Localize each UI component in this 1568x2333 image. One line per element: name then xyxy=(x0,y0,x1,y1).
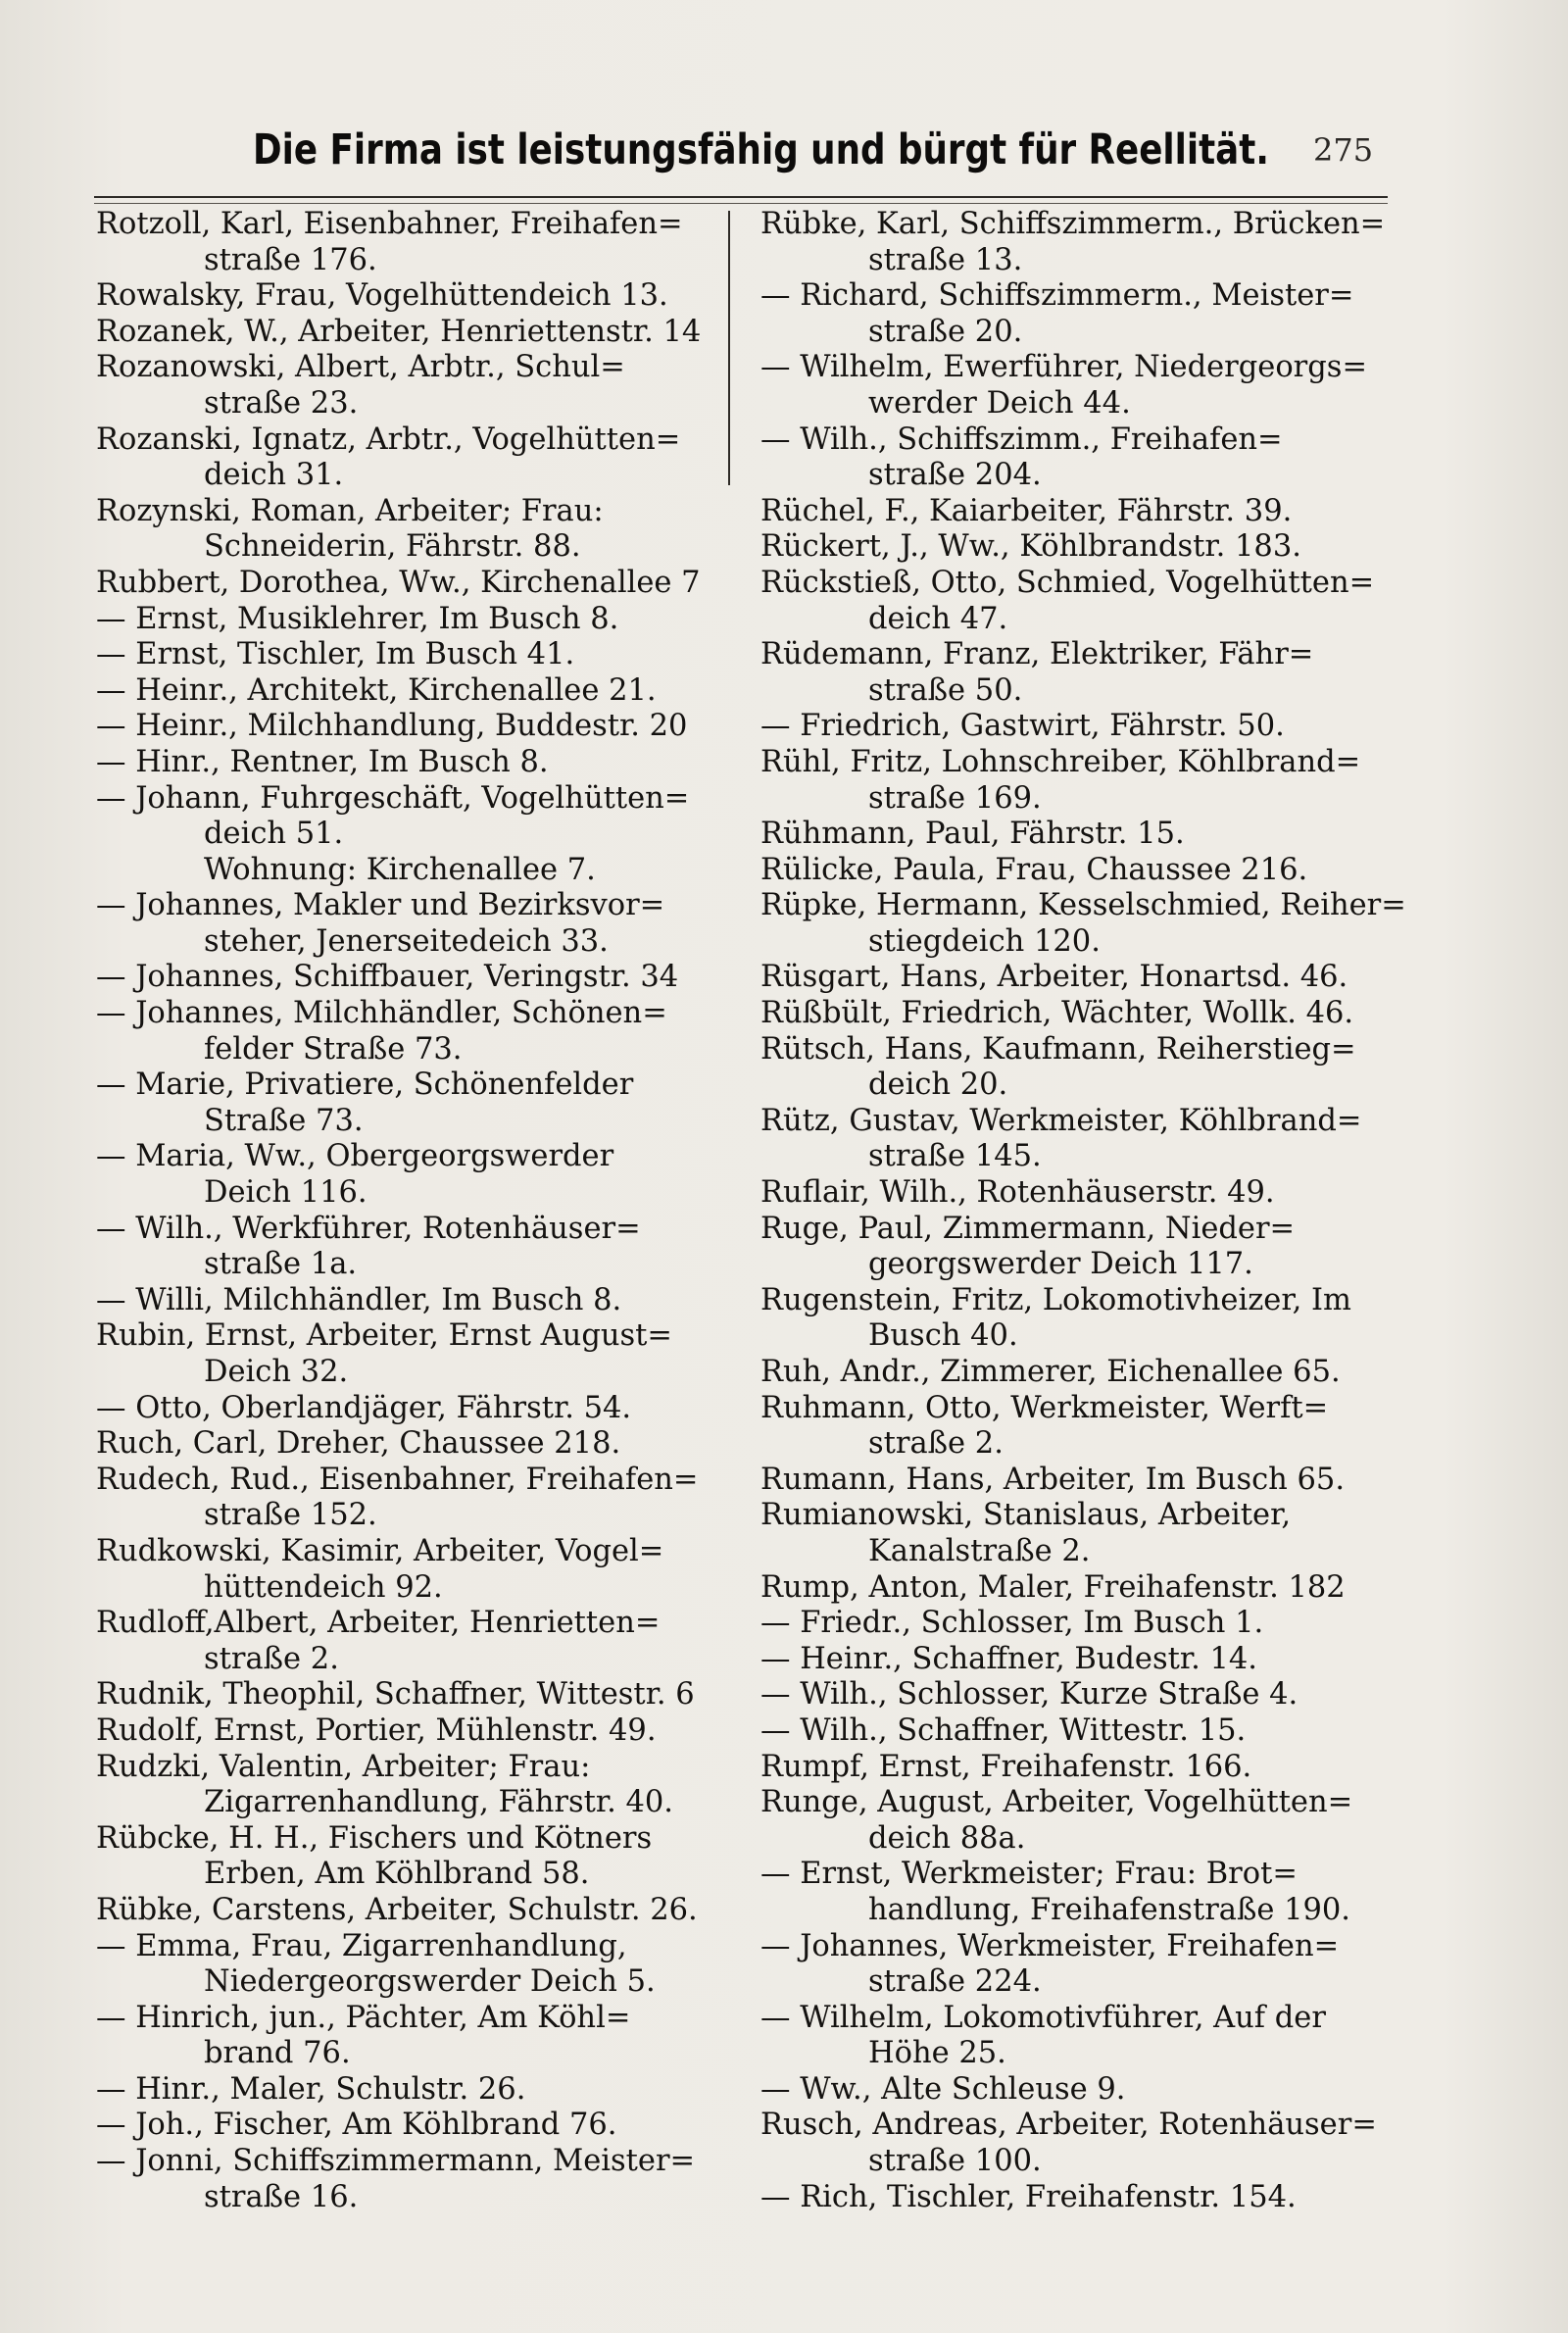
directory-entry-line: — Ernst, Tischler, Im Busch 41. xyxy=(96,637,575,672)
directory-entry-line: Rudloff,Albert, Arbeiter, Henrietten= xyxy=(96,1606,661,1641)
entry-continuation-line: deich 51. xyxy=(204,817,344,852)
directory-entry-line: Rozanski, Ignatz, Arbtr., Vogelhütten= xyxy=(96,422,681,457)
directory-entry-line: Rudkowski, Kasimir, Arbeiter, Vogel= xyxy=(96,1533,664,1568)
directory-entry-line: — Hinrich, jun., Pächter, Am Köhl= xyxy=(96,2000,631,2035)
entry-continuation-line: straße 204. xyxy=(868,458,1042,493)
header-rule xyxy=(94,196,1388,198)
directory-entry-line: Ruch, Carl, Dreher, Chaussee 218. xyxy=(96,1426,621,1462)
entry-continuation-line: Niedergeorgswerder Deich 5. xyxy=(204,1964,656,2000)
directory-entry-line: Rozynski, Roman, Arbeiter; Frau: xyxy=(96,493,604,528)
directory-entry-line: — Richard, Schiffszimmerm., Meister= xyxy=(760,278,1354,314)
directory-entry-line: Rotzoll, Karl, Eisenbahner, Freihafen= xyxy=(96,207,683,241)
directory-entry-line: Ruge, Paul, Zimmermann, Nieder= xyxy=(760,1211,1296,1246)
header-rule-thin xyxy=(94,203,1388,204)
entry-continuation-line: Busch 40. xyxy=(868,1318,1018,1354)
directory-entry-line: — Ernst, Werkmeister; Frau: Brot= xyxy=(760,1857,1298,1892)
directory-entry-line: — Rich, Tischler, Freihafenstr. 154. xyxy=(760,2179,1297,2214)
entry-continuation-line: Höhe 25. xyxy=(868,2036,1006,2071)
entry-continuation-line: straße 23. xyxy=(204,385,359,421)
page-number: 275 xyxy=(1313,131,1374,169)
directory-entry-line: Rubin, Ernst, Arbeiter, Ernst August= xyxy=(96,1318,672,1354)
entry-continuation-line: straße 176. xyxy=(204,242,377,277)
directory-entry-line: Rozanek, W., Arbeiter, Henriettenstr. 14 xyxy=(96,314,702,349)
directory-entry-line: — Hinr., Maler, Schulstr. 26. xyxy=(96,2071,526,2107)
entry-continuation-line: deich 31. xyxy=(204,458,344,493)
entry-continuation-line: Schneiderin, Fährstr. 88. xyxy=(204,529,581,565)
entry-continuation-line: Wohnung: Kirchenallee 7. xyxy=(204,852,596,887)
entry-continuation-line: straße 16. xyxy=(204,2179,359,2214)
directory-entry-line: Ruhmann, Otto, Werkmeister, Werft= xyxy=(760,1390,1329,1425)
directory-entry-line: Rüdemann, Franz, Elektriker, Fähr= xyxy=(760,637,1314,672)
entry-continuation-line: werder Deich 44. xyxy=(868,385,1131,421)
entry-continuation-line: deich 88a. xyxy=(868,1820,1026,1856)
entry-continuation-line: stiegdeich 120. xyxy=(868,923,1101,959)
directory-entry-line: — Johannes, Makler und Bezirksvor= xyxy=(96,888,665,923)
entry-continuation-line: Kanalstraße 2. xyxy=(868,1533,1091,1568)
entry-continuation-line: handlung, Freihafenstraße 190. xyxy=(868,1892,1351,1927)
directory-entry-line: Rudolf, Ernst, Portier, Mühlenstr. 49. xyxy=(96,1713,657,1748)
directory-entry-line: Rüpke, Hermann, Kesselschmied, Reiher= xyxy=(760,888,1406,923)
directory-entry-line: — Heinr., Architekt, Kirchenallee 21. xyxy=(96,672,657,708)
directory-entry-line: — Jonni, Schiffszimmermann, Meister= xyxy=(96,2144,696,2179)
directory-entry-line: Rückert, J., Ww., Köhlbrandstr. 183. xyxy=(760,529,1301,565)
directory-entry-line: — Wilh., Schaffner, Wittestr. 15. xyxy=(760,1713,1247,1748)
directory-entry-line: Rusch, Andreas, Arbeiter, Rotenhäuser= xyxy=(760,2108,1377,2143)
directory-entry-line: Rozanowski, Albert, Arbtr., Schul= xyxy=(96,350,625,385)
entry-continuation-line: straße 1a. xyxy=(204,1247,358,1282)
entry-continuation-line: straße 152. xyxy=(204,1498,377,1533)
directory-entry-line: — Johannes, Schiffbauer, Veringstr. 34 xyxy=(96,960,679,995)
directory-entry-line: — Joh., Fischer, Am Köhlbrand 76. xyxy=(96,2108,617,2143)
directory-entry-line: — Friedr., Schlosser, Im Busch 1. xyxy=(760,1606,1264,1641)
directory-entry-line: Rudzki, Valentin, Arbeiter; Frau: xyxy=(96,1749,591,1784)
directory-entry-line: Rumianowski, Stanislaus, Arbeiter, xyxy=(760,1498,1292,1533)
entry-continuation-line: straße 169. xyxy=(868,780,1042,816)
left-column xyxy=(96,207,733,2215)
entry-continuation-line: straße 145. xyxy=(868,1139,1042,1174)
page-header: Die Firma ist leistungsfähig und bürgt für Reellität. xyxy=(253,125,1269,174)
directory-entry-line: — Friedrich, Gastwirt, Fährstr. 50. xyxy=(760,709,1285,744)
directory-entry-line: — Otto, Oberlandjäger, Fährstr. 54. xyxy=(96,1390,632,1425)
directory-entry-line: Rumann, Hans, Arbeiter, Im Busch 65. xyxy=(760,1462,1346,1497)
directory-entry-line: — Johann, Fuhrgeschäft, Vogelhütten= xyxy=(96,780,690,816)
directory-entry-line: Rütz, Gustav, Werkmeister, Köhlbrand= xyxy=(760,1103,1362,1138)
directory-entry-line: — Emma, Frau, Zigarrenhandlung, xyxy=(96,1928,627,1963)
directory-entry-line: Rumpf, Ernst, Freihafenstr. 166. xyxy=(760,1749,1252,1784)
directory-entry-line: Rülicke, Paula, Frau, Chaussee 216. xyxy=(760,852,1308,887)
directory-entry-line: Rübke, Karl, Schiffszimmerm., Brücken= xyxy=(760,207,1386,241)
directory-entry-line: Rühl, Fritz, Lohnschreiber, Köhlbrand= xyxy=(760,744,1361,779)
directory-entry-line: Rühmann, Paul, Fährstr. 15. xyxy=(760,817,1185,852)
directory-entry-line: Rübcke, H. H., Fischers und Kötners xyxy=(96,1820,653,1856)
directory-entry-line: — Ernst, Musiklehrer, Im Busch 8. xyxy=(96,601,619,636)
directory-entry-line: — Marie, Privatiere, Schönenfelder xyxy=(96,1067,634,1103)
directory-entry-line: — Wilh., Schlosser, Kurze Straße 4. xyxy=(760,1677,1298,1713)
entry-continuation-line: straße 100. xyxy=(868,2144,1042,2179)
directory-entry-line: Runge, August, Arbeiter, Vogelhütten= xyxy=(760,1785,1353,1820)
entry-continuation-line: Deich 116. xyxy=(204,1175,368,1211)
directory-entry-line: Rugenstein, Fritz, Lokomotivheizer, Im xyxy=(760,1282,1351,1317)
directory-entry-line: Rückstieß, Otto, Schmied, Vogelhütten= xyxy=(760,565,1375,600)
directory-entry-line: — Hinr., Rentner, Im Busch 8. xyxy=(96,744,549,779)
directory-entry-line: — Heinr., Schaffner, Budestr. 14. xyxy=(760,1641,1258,1676)
directory-entry-line: Rudnik, Theophil, Schaffner, Wittestr. 6 xyxy=(96,1677,695,1713)
directory-entry-line: Rüchel, F., Kaiarbeiter, Fährstr. 39. xyxy=(760,493,1293,528)
directory-entry-line: Rüßbült, Friedrich, Wächter, Wollk. 46. xyxy=(760,996,1354,1031)
directory-entry-line: Rübke, Carstens, Arbeiter, Schulstr. 26. xyxy=(96,1892,698,1927)
directory-entry-line: — Willi, Milchhändler, Im Busch 8. xyxy=(96,1282,622,1317)
entry-continuation-line: Zigarrenhandlung, Fährstr. 40. xyxy=(204,1785,673,1820)
entry-continuation-line: Straße 73. xyxy=(204,1103,364,1138)
entry-continuation-line: straße 20. xyxy=(868,314,1023,349)
entry-continuation-line: steher, Jenerseitedeich 33. xyxy=(204,923,609,959)
right-column xyxy=(760,207,1406,2215)
directory-entry-line: Rütsch, Hans, Kaufmann, Reiherstieg= xyxy=(760,1031,1356,1067)
directory-entry-line: Rowalsky, Frau, Vogelhüttendeich 13. xyxy=(96,278,668,314)
entry-continuation-line: brand 76. xyxy=(204,2036,351,2071)
entry-continuation-line: deich 47. xyxy=(868,601,1008,636)
directory-entry-line: Ruflair, Wilh., Rotenhäuserstr. 49. xyxy=(760,1175,1275,1211)
directory-entry-line: Rudech, Rud., Eisenbahner, Freihafen= xyxy=(96,1462,699,1497)
entry-continuation-line: deich 20. xyxy=(868,1067,1008,1103)
directory-entry-line: — Johannes, Werkmeister, Freihafen= xyxy=(760,1928,1340,1963)
directory-entry-line: — Johannes, Milchhändler, Schönen= xyxy=(96,996,667,1031)
entry-continuation-line: straße 2. xyxy=(868,1426,1004,1462)
entry-continuation-line: Erben, Am Köhlbrand 58. xyxy=(204,1857,590,1892)
entry-continuation-line: straße 13. xyxy=(868,242,1023,277)
entry-continuation-line: georgswerder Deich 117. xyxy=(868,1247,1253,1282)
entry-continuation-line: straße 50. xyxy=(868,672,1023,708)
directory-entry-line: — Wilh., Werkführer, Rotenhäuser= xyxy=(96,1211,641,1246)
directory-entry-line: — Wilh., Schiffszimm., Freihafen= xyxy=(760,422,1283,457)
directory-entry-line: — Ww., Alte Schleuse 9. xyxy=(760,2071,1126,2107)
directory-entry-line: Rump, Anton, Maler, Freihafenstr. 182 xyxy=(760,1569,1346,1605)
directory-entry-line: — Maria, Ww., Obergeorgswerder xyxy=(96,1139,614,1174)
directory-entry-line: Ruh, Andr., Zimmerer, Eichenallee 65. xyxy=(760,1355,1341,1389)
entry-continuation-line: hüttendeich 92. xyxy=(204,1569,443,1605)
directory-entry-line: — Wilhelm, Ewerführer, Niedergeorgs= xyxy=(760,350,1367,385)
directory-entry-line: — Heinr., Milchhandlung, Buddestr. 20 xyxy=(96,709,688,744)
entry-continuation-line: straße 2. xyxy=(204,1641,339,1676)
directory-entry-line: — Wilhelm, Lokomotivführer, Auf der xyxy=(760,2000,1326,2035)
directory-entry-line: Rüsgart, Hans, Arbeiter, Honartsd. 46. xyxy=(760,960,1348,995)
entry-continuation-line: straße 224. xyxy=(868,1964,1042,2000)
directory-entry-line: Rubbert, Dorothea, Ww., Kirchenallee 7 xyxy=(96,565,701,600)
entry-continuation-line: felder Straße 73. xyxy=(204,1031,463,1067)
entry-continuation-line: Deich 32. xyxy=(204,1355,349,1389)
